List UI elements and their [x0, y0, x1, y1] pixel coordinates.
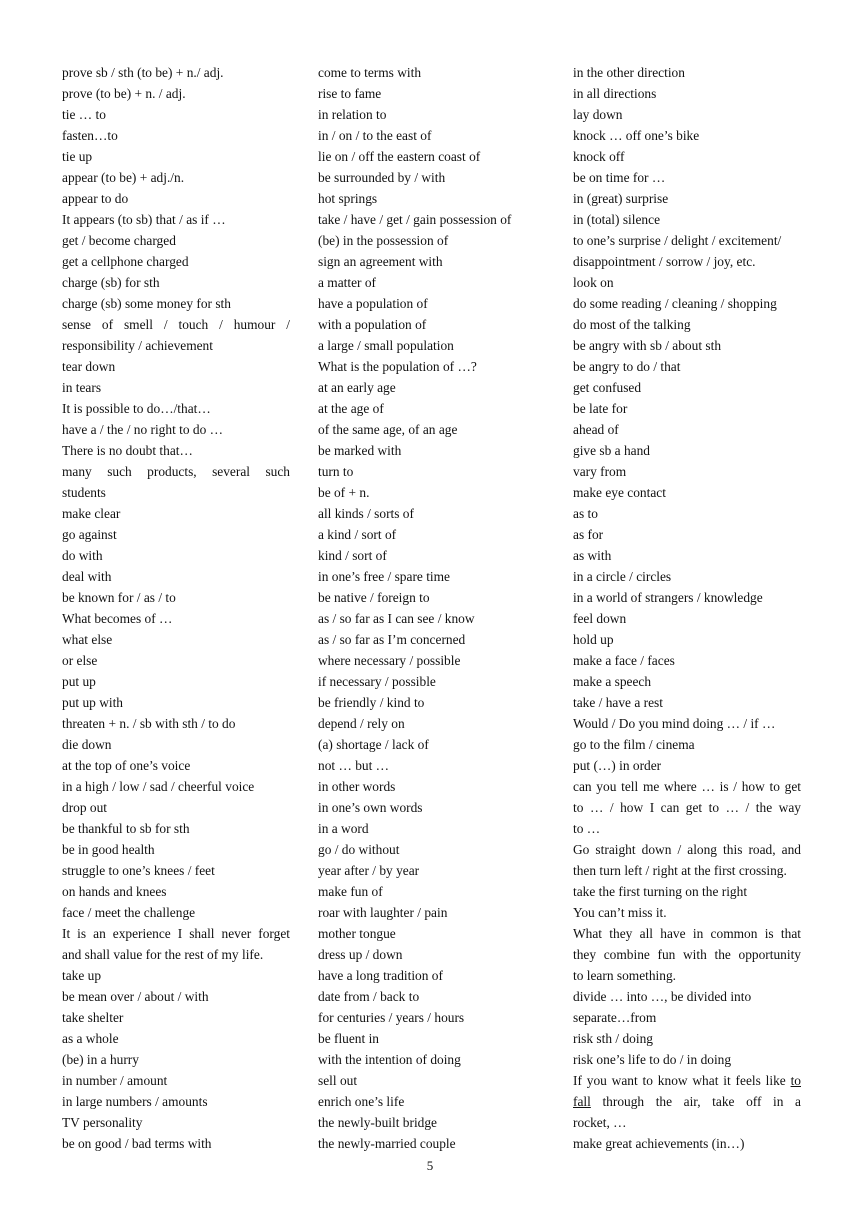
- list-item: rocket, …: [573, 1115, 627, 1130]
- list-item: appear to do: [62, 191, 129, 206]
- list-item: hold up: [573, 632, 614, 647]
- list-item: get / become charged: [62, 233, 176, 248]
- list-item: at the age of: [318, 401, 384, 416]
- list-item: be angry with sb / about sth: [573, 338, 722, 353]
- list-item: or else: [62, 653, 98, 668]
- list-item: It is an experience I shall never forget: [62, 926, 290, 941]
- list-item: ahead of: [573, 422, 619, 437]
- list-item: appear (to be) + adj./n.: [62, 170, 185, 185]
- list-item: prove (to be) + n. / adj.: [62, 86, 186, 101]
- list-item: go / do without: [318, 842, 400, 857]
- list-item: knock off: [573, 149, 625, 164]
- underlined-phrase: fall: [573, 1094, 591, 1109]
- list-item: take / have / get / gain possession of: [318, 212, 512, 227]
- list-item: as / so far as I can see / know: [318, 611, 475, 626]
- list-item: be of + n.: [318, 485, 370, 500]
- list-item: be on time for …: [573, 170, 666, 185]
- list-item: to learn something.: [573, 968, 677, 983]
- list-item: they combine fun with the opportunity: [573, 947, 801, 962]
- list-item: in a word: [318, 821, 369, 836]
- list-item: disappointment / sorrow / joy, etc.: [573, 254, 756, 269]
- list-item: deal with: [62, 569, 112, 584]
- list-item: drop out: [62, 800, 108, 815]
- list-item: be friendly / kind to: [318, 695, 425, 710]
- list-item: roar with laughter / pain: [318, 905, 448, 920]
- list-item: in / on / to the east of: [318, 128, 432, 143]
- list-item: not … but …: [318, 758, 390, 773]
- list-item: prove sb / sth (to be) + n./ adj.: [62, 65, 224, 80]
- list-item: die down: [62, 737, 112, 752]
- list-item: with the intention of doing: [318, 1052, 461, 1067]
- list-item: have a population of: [318, 296, 428, 311]
- list-item: hot springs: [318, 191, 378, 206]
- list-item: make great achievements (in…): [573, 1136, 745, 1151]
- list-item: have a / the / no right to do …: [62, 422, 224, 437]
- list-item: make eye contact: [573, 485, 666, 500]
- phrase-column-2: [318, 62, 546, 1154]
- list-item: It is possible to do…/that…: [62, 401, 211, 416]
- list-item: lie on / off the eastern coast of: [318, 149, 481, 164]
- list-item: kind / sort of: [318, 548, 387, 563]
- list-item: go to the film / cinema: [573, 737, 695, 752]
- list-item: vary from: [573, 464, 627, 479]
- list-item: There is no doubt that…: [62, 443, 193, 458]
- list-item: [573, 1091, 801, 1112]
- list-item: can you tell me where … is / how to get: [573, 779, 801, 794]
- list-item: come to terms with: [318, 65, 422, 80]
- list-item: be marked with: [318, 443, 402, 458]
- list-item: to …: [573, 821, 601, 836]
- list-item: make clear: [62, 506, 121, 521]
- list-item: What becomes of …: [62, 611, 173, 626]
- list-item: with a population of: [318, 317, 427, 332]
- list-item: of the same age, of an age: [318, 422, 458, 437]
- list-item: to one’s surprise / delight / excitement/: [573, 233, 782, 248]
- list-item: take the first turning on the right: [573, 884, 748, 899]
- list-item: in a high / low / sad / cheerful voice: [62, 779, 255, 794]
- list-item: Would / Do you mind doing … / if …: [573, 716, 776, 731]
- list-item: in all directions: [573, 86, 657, 101]
- list-item: for centuries / years / hours: [318, 1010, 465, 1025]
- list-item: (be) in the possession of: [318, 233, 449, 248]
- phrase-column-3: [573, 62, 801, 1154]
- list-item: What is the population of …?: [318, 359, 477, 374]
- list-item: get confused: [573, 380, 642, 395]
- list-item: enrich one’s life: [318, 1094, 405, 1109]
- list-item: as to: [573, 506, 598, 521]
- list-item: make fun of: [318, 884, 383, 899]
- list-item: to … / how I can get to … / the way: [573, 800, 801, 815]
- list-item: rise to fame: [318, 86, 382, 101]
- list-item: be mean over / about / with: [62, 989, 209, 1004]
- phrase-text: If you want to know what it feels like: [573, 1073, 791, 1088]
- list-item: in a world of strangers / knowledge: [573, 590, 763, 605]
- list-item: on hands and knees: [62, 884, 167, 899]
- list-item: if necessary / possible: [318, 674, 436, 689]
- list-item: make a speech: [573, 674, 652, 689]
- list-item: the newly-married couple: [318, 1136, 456, 1151]
- underlined-phrase: to: [790, 1073, 801, 1088]
- list-item: lay down: [573, 107, 623, 122]
- list-item: in number / amount: [62, 1073, 168, 1088]
- list-item: at the top of one’s voice: [62, 758, 191, 773]
- list-item: be native / foreign to: [318, 590, 430, 605]
- list-item: be fluent in: [318, 1031, 379, 1046]
- list-item: put (…) in order: [573, 758, 662, 773]
- list-item: in (great) surprise: [573, 191, 669, 206]
- phrase-text: through the air, take off in a: [590, 1094, 801, 1109]
- list-item: tear down: [62, 359, 116, 374]
- list-item: go against: [62, 527, 117, 542]
- list-item: feel down: [573, 611, 627, 626]
- list-item: charge (sb) some money for sth: [62, 296, 231, 311]
- list-item: What they all have in common is that: [573, 926, 801, 941]
- list-item: year after / by year: [318, 863, 420, 878]
- list-item: It appears (to sb) that / as if …: [62, 212, 226, 227]
- list-item: in other words: [318, 779, 396, 794]
- list-item: depend / rely on: [318, 716, 405, 731]
- list-item: put up with: [62, 695, 124, 710]
- list-item: in relation to: [318, 107, 387, 122]
- list-item: get a cellphone charged: [62, 254, 189, 269]
- list-item: sense of smell / touch / humour /: [62, 317, 290, 332]
- list-item: do most of the talking: [573, 317, 691, 332]
- list-item: take / have a rest: [573, 695, 663, 710]
- list-item: look on: [573, 275, 614, 290]
- list-item: dress up / down: [318, 947, 403, 962]
- list-item: take up: [62, 968, 102, 983]
- list-item: TV personality: [62, 1115, 143, 1130]
- list-item: divide … into …, be divided into: [573, 989, 752, 1004]
- list-item: responsibility / achievement: [62, 338, 213, 353]
- list-item: in the other direction: [573, 65, 685, 80]
- list-item: separate…from: [573, 1010, 657, 1025]
- list-item: give sb a hand: [573, 443, 650, 458]
- list-item: risk sth / doing: [573, 1031, 653, 1046]
- list-item: You can’t miss it.: [573, 905, 667, 920]
- list-item: Go straight down / along this road, and: [573, 842, 801, 857]
- list-item: in one’s own words: [318, 800, 423, 815]
- list-item: be known for / as / to: [62, 590, 176, 605]
- page-number: 5: [426, 1158, 434, 1173]
- list-item: (a) shortage / lack of: [318, 737, 429, 752]
- list-item: risk one’s life to do / in doing: [573, 1052, 732, 1067]
- list-item: at an early age: [318, 380, 396, 395]
- list-item: fasten…to: [62, 128, 118, 143]
- list-item: as with: [573, 548, 612, 563]
- list-item: in (total) silence: [573, 212, 661, 227]
- list-item: threaten + n. / sb with sth / to do: [62, 716, 236, 731]
- list-item: tie … to: [62, 107, 106, 122]
- list-item: turn to: [318, 464, 354, 479]
- list-item: many such products, several such: [62, 464, 290, 479]
- list-item: in a circle / circles: [573, 569, 672, 584]
- list-item: as for: [573, 527, 604, 542]
- list-item: students: [62, 485, 106, 500]
- list-item: do some reading / cleaning / shopping: [573, 296, 777, 311]
- list-item: be on good / bad terms with: [62, 1136, 212, 1151]
- list-item: as / so far as I’m concerned: [318, 632, 466, 647]
- list-item: struggle to one’s knees / feet: [62, 863, 215, 878]
- list-item: take shelter: [62, 1010, 124, 1025]
- list-item: tie up: [62, 149, 93, 164]
- phrase-column-1: [62, 62, 290, 1154]
- list-item: as a whole: [62, 1031, 119, 1046]
- list-item: put up: [62, 674, 96, 689]
- list-item: date from / back to: [318, 989, 420, 1004]
- list-item: a large / small population: [318, 338, 454, 353]
- list-item: a kind / sort of: [318, 527, 397, 542]
- list-item: do with: [62, 548, 103, 563]
- list-item: where necessary / possible: [318, 653, 461, 668]
- list-item: be in good health: [62, 842, 155, 857]
- list-item: be surrounded by / with: [318, 170, 446, 185]
- list-item: make a face / faces: [573, 653, 675, 668]
- list-item: charge (sb) for sth: [62, 275, 160, 290]
- list-item: all kinds / sorts of: [318, 506, 414, 521]
- list-item: [573, 1070, 801, 1091]
- list-item: in one’s free / spare time: [318, 569, 450, 584]
- list-item: sell out: [318, 1073, 358, 1088]
- list-item: knock … off one’s bike: [573, 128, 700, 143]
- list-item: a matter of: [318, 275, 376, 290]
- list-item: be angry to do / that: [573, 359, 681, 374]
- list-item: in large numbers / amounts: [62, 1094, 208, 1109]
- list-item: be thankful to sb for sth: [62, 821, 190, 836]
- list-item: in tears: [62, 380, 102, 395]
- list-item: have a long tradition of: [318, 968, 443, 983]
- list-item: then turn left / right at the first crossing.: [573, 863, 787, 878]
- list-item: and shall value for the rest of my life.: [62, 947, 264, 962]
- list-item: the newly-built bridge: [318, 1115, 437, 1130]
- list-item: (be) in a hurry: [62, 1052, 139, 1067]
- list-item: mother tongue: [318, 926, 396, 941]
- list-item: face / meet the challenge: [62, 905, 196, 920]
- list-item: sign an agreement with: [318, 254, 443, 269]
- list-item: be late for: [573, 401, 628, 416]
- list-item: what else: [62, 632, 113, 647]
